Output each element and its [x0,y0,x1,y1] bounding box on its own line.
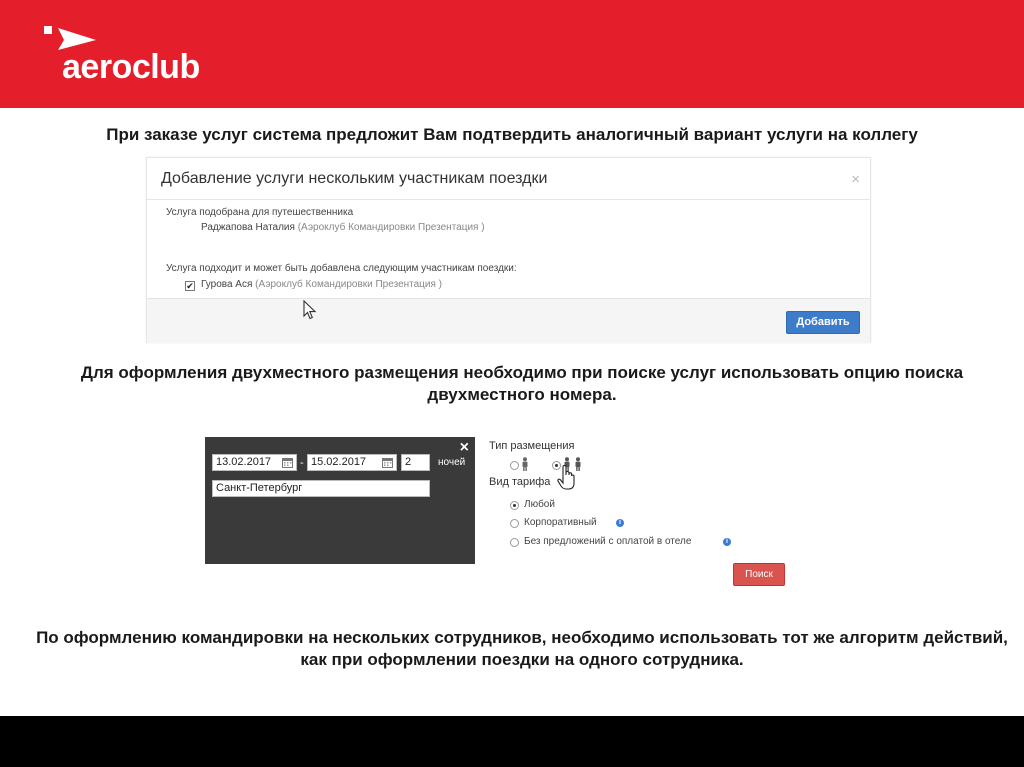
single-room-radio[interactable] [510,461,519,470]
nights-input[interactable]: 2 [401,454,430,471]
selected-traveler-label: Услуга подобрана для путешественника [166,207,354,218]
tariff-no-hotel-payment-radio[interactable] [510,538,519,547]
tariff-corporate-label: Корпоративный [524,517,597,528]
selected-traveler-company: (Аэроклуб Командировки Презентация ) [297,222,485,233]
footer-bar [0,716,1024,767]
selected-traveler [201,222,485,233]
header-bar [0,0,1024,108]
other-participant [201,279,442,290]
other-participants-label: Услуга подходит и может быть добавлена следующим участникам поездки: [166,263,517,274]
heading-double-room: Для оформления двухместного размещения необходимо при поиске услуг использовать опцию поиска двухместного номера. [80,363,964,404]
info-icon[interactable]: i [723,538,731,546]
add-service-dialog [146,157,871,343]
date-separator: - [300,457,304,469]
close-icon[interactable]: × [459,439,469,456]
tariff-no-hotel-payment-label: Без предложений с оплатой в отеле [524,536,692,547]
mouse-cursor-icon [303,300,317,320]
search-button[interactable]: Поиск [733,563,785,586]
dialog-footer [147,298,870,343]
dialog-divider [147,199,870,200]
date-to-input[interactable] [307,454,397,471]
heading-multi-employee: По оформлению командировки на нескольких сотрудников, необходимо использовать тот же алгоритм действий, как при оформлении поездки на одного сотрудника. [36,628,1008,669]
add-button[interactable]: Добавить [786,311,860,334]
accommodation-type-label: Тип размещения [489,440,575,452]
date-from-input[interactable] [212,454,297,471]
dialog-title: Добавление услуги нескольким участникам поездки [161,170,548,187]
info-icon[interactable]: i [616,519,624,527]
tariff-any-label: Любой [524,499,555,510]
heading-confirm-colleague: При заказе услуг система предложит Вам подтвердить аналогичный вариант услуги на коллегу [106,125,918,144]
nights-label: ночей [438,457,466,468]
other-participant-name: Гурова Ася [201,279,253,290]
calendar-icon [382,457,393,468]
date-from-value: 13.02.2017 [216,456,272,468]
single-person-icon [521,457,529,471]
selected-traveler-name: Раджапова Наталия [201,222,295,233]
aeroclub-logo [44,24,214,88]
participant-checkbox[interactable]: ✔ [186,281,194,291]
calendar-icon [282,457,293,468]
tariff-any-radio[interactable] [510,501,519,510]
city-input[interactable]: Санкт-Петербург [212,480,430,497]
tariff-type-label: Вид тарифа [489,476,551,488]
tariff-corporate-radio[interactable] [510,519,519,528]
hotel-search-panel [205,437,475,564]
hand-pointer-icon [557,465,577,491]
other-participant-company: (Аэроклуб Командировки Презентация ) [255,279,443,290]
close-icon[interactable]: × [851,171,860,188]
logo-text: aeroclub [62,48,200,86]
date-to-value: 15.02.2017 [311,456,367,468]
